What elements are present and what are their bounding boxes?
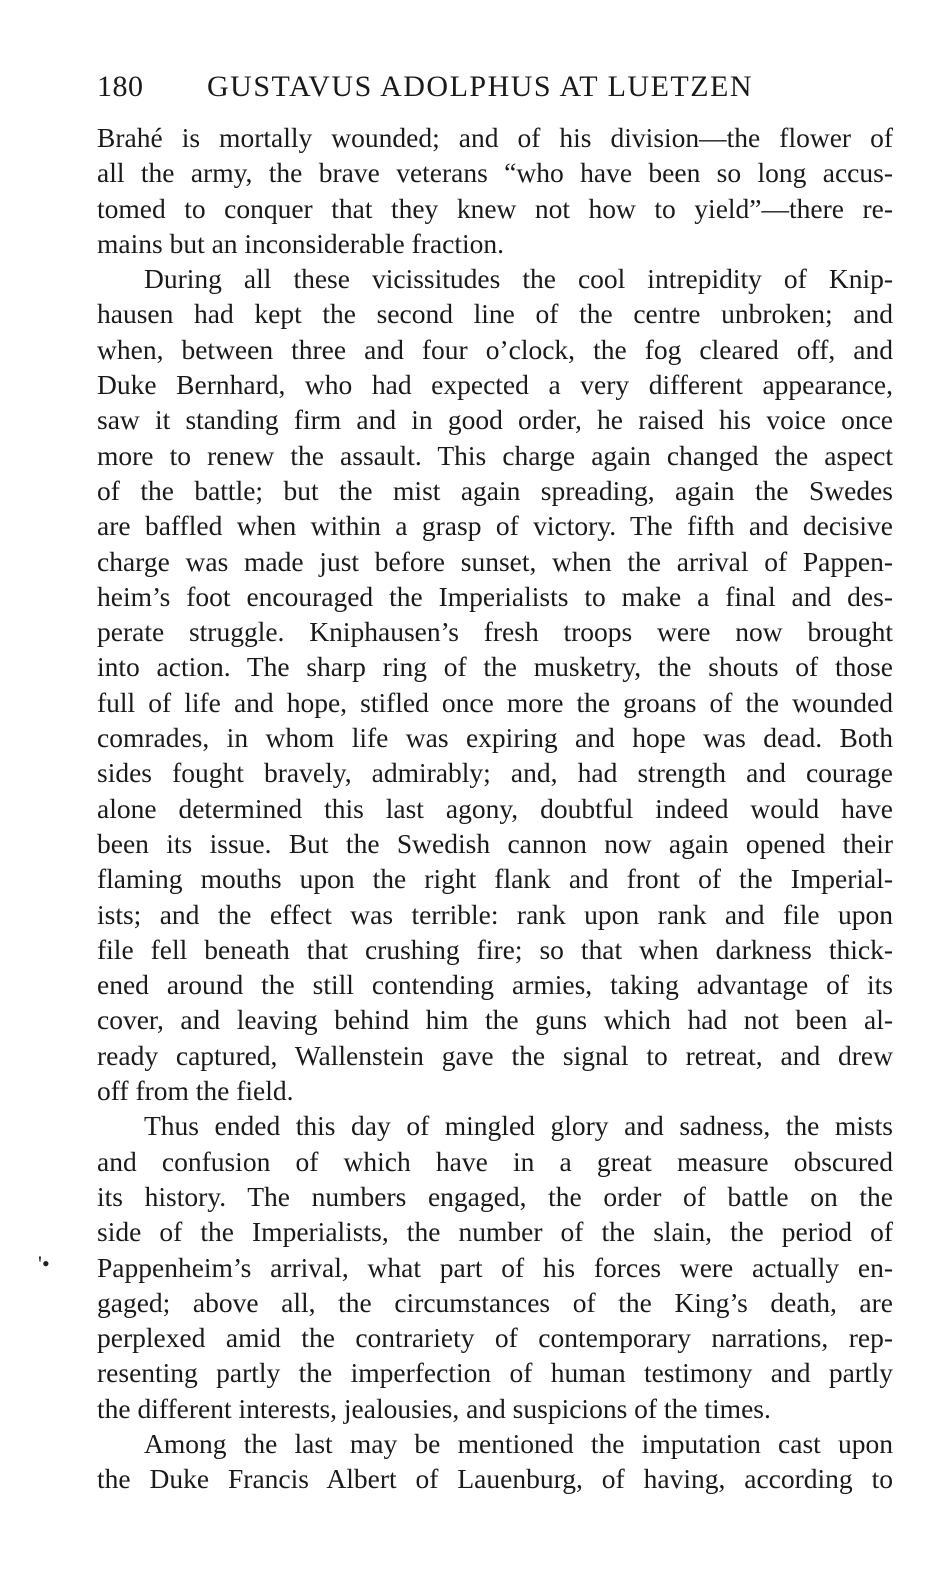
text-line: when, between three and four o’clock, the fog cleared off, and — [97, 333, 893, 365]
text-line: off from the field. — [97, 1075, 294, 1107]
text-line: more to renew the assault. This charge again changed the aspect — [97, 439, 893, 471]
text-line: hausen had kept the second line of the centre unbroken; and — [97, 298, 893, 330]
text-line: heim’s foot encouraged the Imperialists to make a final and des- — [97, 580, 893, 612]
text-line: flaming mouths upon the right flank and front of the Imperial- — [97, 863, 893, 895]
text-line: perplexed amid the contrariety of contemporary narrations, rep- — [97, 1322, 893, 1354]
text-line: saw it standing firm and in good order, he raised his voice once — [97, 404, 893, 436]
text-line: side of the Imperialists, the number of the slain, the period of — [97, 1216, 893, 1248]
text-line: the different interests, jealousies, and suspicions of the times. — [97, 1392, 771, 1424]
text-line: and confusion of which have in a great measure obscured — [97, 1145, 893, 1177]
paragraph — [97, 120, 893, 261]
paragraph — [97, 261, 893, 1108]
text-line: the Duke Francis Albert of Lauenburg, of having, according to — [97, 1463, 893, 1495]
text-line: Among the last may be mentioned the imputation cast upon — [144, 1427, 893, 1459]
paragraph — [97, 1108, 893, 1426]
text-line: Pappenheim’s arrival, what part of his forces were actually en- — [97, 1251, 893, 1283]
text-line: full of life and hope, stifled once more the groans of the wounded — [97, 686, 893, 718]
running-title: GUSTAVUS ADOLPHUS AT LUETZEN — [207, 70, 754, 103]
text-line: cover, and leaving behind him the guns which had not been al- — [97, 1004, 893, 1036]
text-line: sides fought bravely, admirably; and, had strength and courage — [97, 757, 893, 789]
text-line: file fell beneath that crushing fire; so that when darkness thick- — [97, 933, 893, 965]
text-line: ened around the still contending armies, taking advantage of its — [97, 969, 893, 1001]
text-line: mains but an inconsiderable fraction. — [97, 227, 505, 259]
paragraph — [97, 1426, 893, 1497]
text-line: ists; and the effect was terrible: rank upon rank and file upon — [97, 898, 893, 930]
text-line: perate struggle. Kniphausen’s fresh troops were now brought — [97, 616, 893, 648]
book-page — [97, 70, 893, 1497]
text-line: its history. The numbers engaged, the order of battle on the — [97, 1180, 893, 1212]
text-line: During all these vicissitudes the cool intrepidity of Knip- — [144, 263, 893, 295]
text-line: resenting partly the imperfection of human testimony and partly — [97, 1357, 893, 1389]
page-number: 180 — [97, 70, 144, 103]
text-line: gaged; above all, the circumstances of the King’s death, are — [97, 1286, 893, 1318]
text-line: Brahé is mortally wounded; and of his division—the flower of — [97, 122, 893, 153]
text-line: all the army, the brave veterans “who have been so long accus- — [97, 157, 893, 189]
text-line: Thus ended this day of mingled glory and sadness, the mists — [144, 1110, 893, 1142]
text-line: ready captured, Wallenstein gave the signal to retreat, and drew — [97, 1039, 893, 1071]
text-line: been its issue. But the Swedish cannon now again opened their — [97, 827, 893, 859]
running-header — [97, 70, 893, 120]
text-line: comrades, in whom life was expiring and hope was dead. Both — [97, 722, 893, 754]
text-line: are baffled when within a grasp of victory. The fifth and decisive — [97, 510, 893, 542]
text-line: alone determined this last agony, doubtful indeed would have — [97, 792, 893, 824]
text-line: Duke Bernhard, who had expected a very different appearance, — [97, 369, 893, 401]
margin-mark: '• — [38, 1251, 50, 1276]
text-line: of the battle; but the mist again spreading, again the Swedes — [97, 474, 893, 506]
text-line: tomed to conquer that they knew not how to yield”—there re- — [97, 192, 893, 224]
text-line: into action. The sharp ring of the musketry, the shouts of those — [97, 651, 893, 683]
body-text — [97, 120, 893, 1497]
text-line: charge was made just before sunset, when the arrival of Pappen- — [97, 545, 893, 577]
